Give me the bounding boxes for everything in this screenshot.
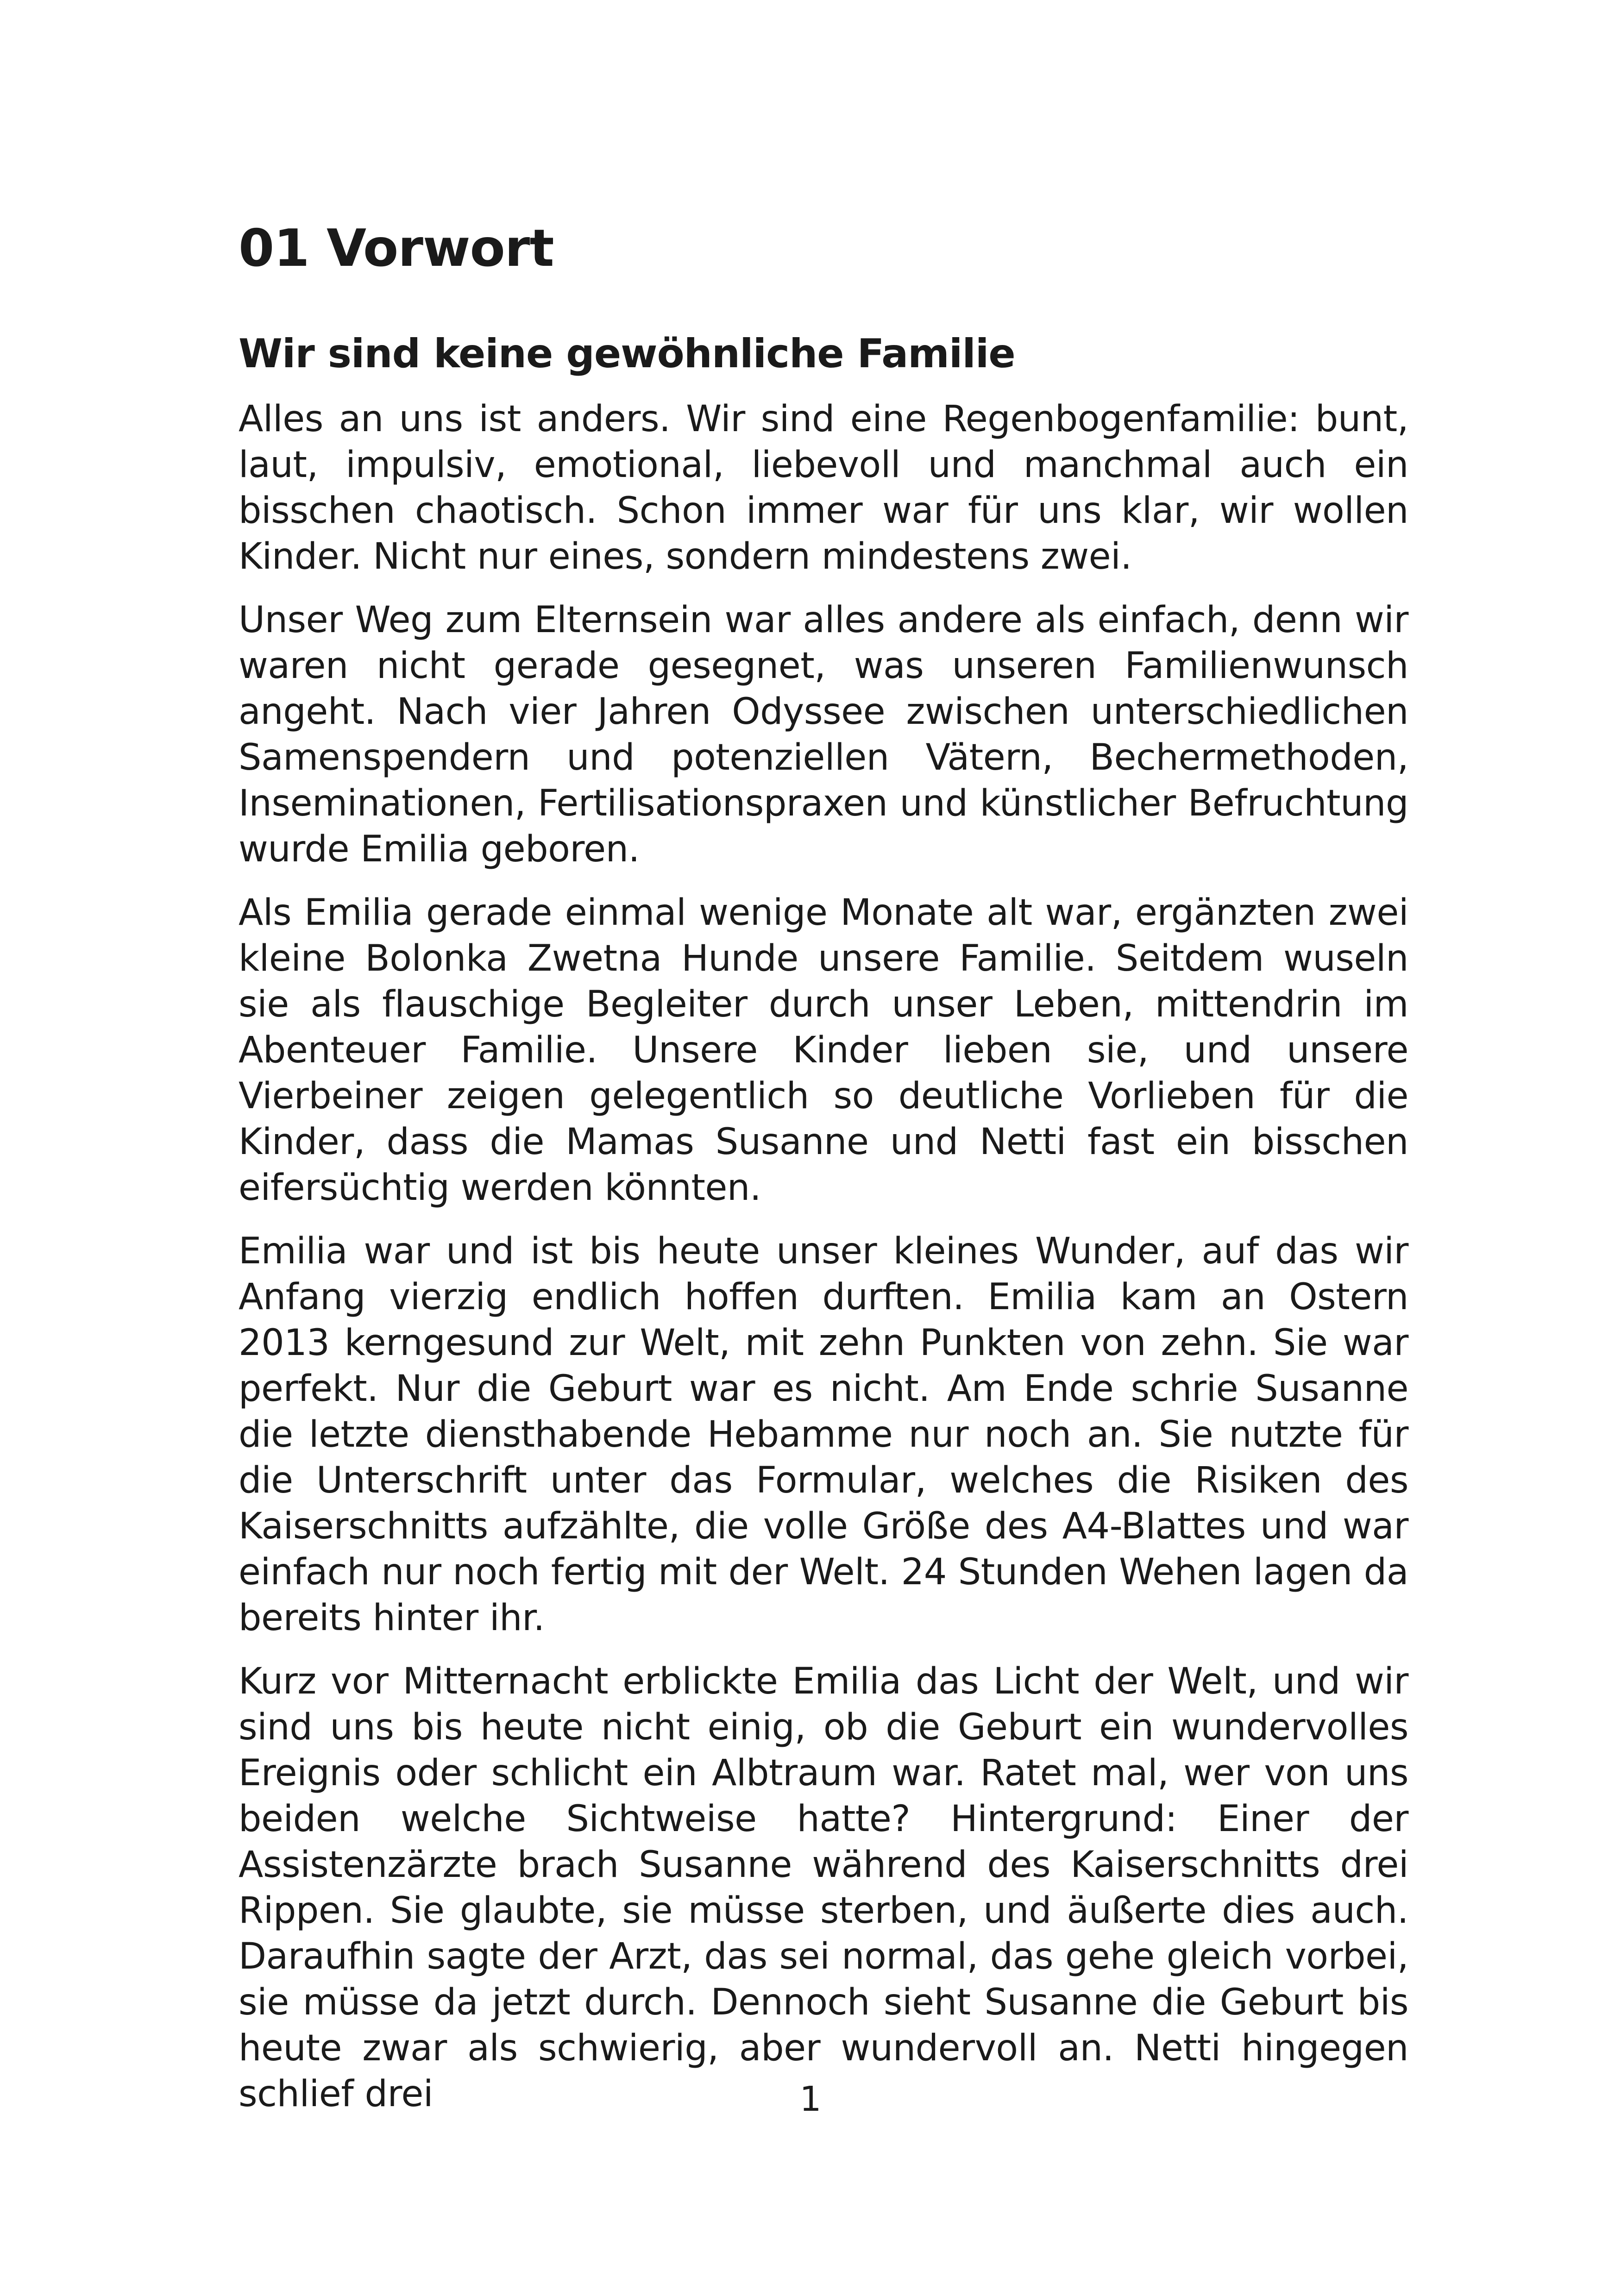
paragraph: Als Emilia gerade einmal wenige Monate alt war, ergänzten zwei kleine Bolonka Zwetna Hunde unsere Familie. Seitdem wuseln sie als flauschige Begleiter durch unser Leben, mittendrin im Abenteuer Familie. Unsere Kinder lieben sie, und unsere Vierbeiner zeigen gelegentlich so deutliche Vorlieben für die Kinder, dass die Mamas Susanne und Netti fast ein bisschen eifersüchtig werden könnten. (239, 892, 1408, 1209)
chapter-title: 01 Vorwort (239, 219, 554, 278)
page-content (239, 218, 1408, 2135)
page-number: 1 (799, 2079, 822, 2119)
paragraph: Alles an uns ist anders. Wir sind eine Regenbogenfamilie: bunt, laut, impulsiv, emotional, liebevoll und manchmal auch ein bisschen chaotisch. Schon immer war für uns klar, wir wollen Kinder. Nicht nur eines, sondern mindestens zwei. (239, 398, 1408, 578)
paragraph: Kurz vor Mitternacht erblickte Emilia das Licht der Welt, und wir sind uns bis heute nicht einig, ob die Geburt ein wundervolles Ereignis oder schlicht ein Albtraum war. Ratet mal, wer von uns beiden welche Sichtweise hatte? Hintergrund: Einer der Assistenzärzte brach Susanne während des Kaiserschnitts drei Rippen. Sie glaubte, sie müsse sterben, und äußerte dies auch. Daraufhin sagte der Arzt, das sei normal, das gehe gleich vorbei, sie müsse da jetzt durch. Dennoch sieht Susanne die Geburt bis heute zwar als schwierig, aber wundervoll an. Netti hingegen schlief drei (239, 1661, 1408, 2115)
paragraph: Emilia war und ist bis heute unser kleines Wunder, auf das wir Anfang vierzig endlich hoffen durften. Emilia kam an Ostern 2013 kerngesund zur Welt, mit zehn Punkten von zehn. Sie war perfekt. Nur die Geburt war es nicht. Am Ende schrie Susanne die letzte diensthabende Hebamme nur noch an. Sie nutzte für die Unterschrift unter das Formular, welches die Risiken des Kaiserschnitts aufzählte, die volle Größe des A4-Blattes und war einfach nur noch fertig mit der Welt. 24 Stunden Wehen lagen da bereits hinter ihr. (239, 1230, 1408, 1639)
section-title: Wir sind keine gewöhnliche Familie (239, 331, 1015, 377)
paragraph: Unser Weg zum Elternsein war alles andere als einfach, denn wir waren nicht gerade gesegnet, was unseren Familienwunsch angeht. Nach vier Jahren Odyssee zwischen unterschiedlichen Samenspendern und potenziellen Vätern, Bechermethoden, Inseminationen, Fertilisationspraxen und künstlicher Befruchtung wurde Emilia geboren. (239, 599, 1408, 871)
